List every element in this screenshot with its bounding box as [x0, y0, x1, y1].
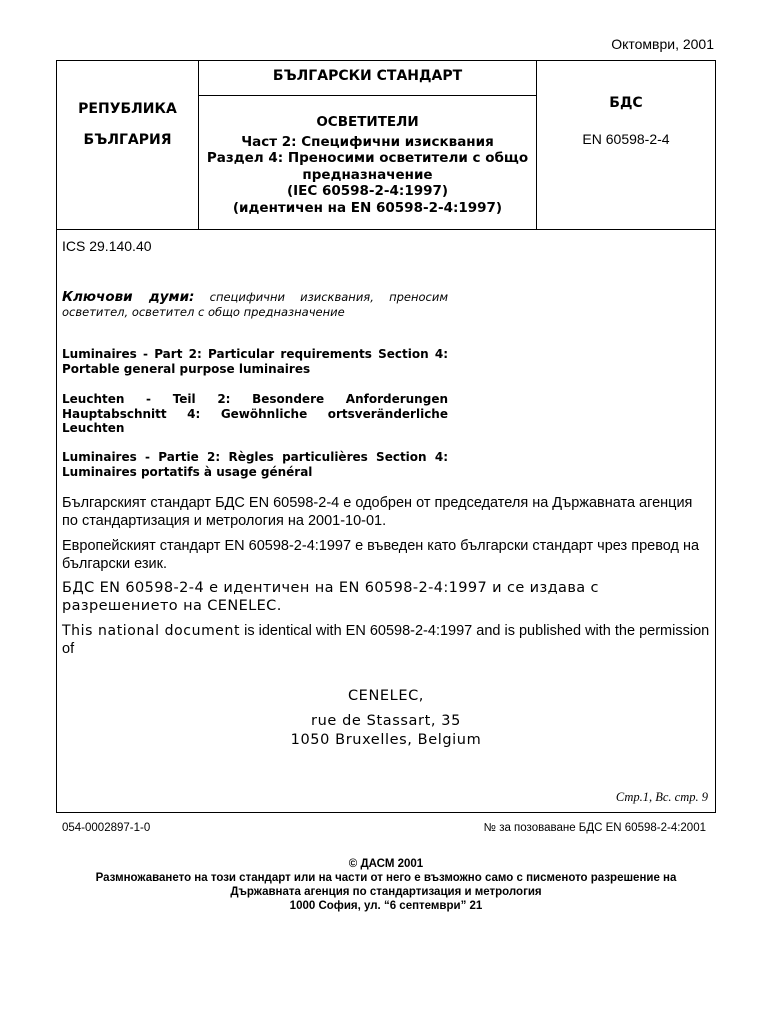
footer-line: Размножаването на този стандарт или на части от него е възможно само с писменото разрешение на — [95, 872, 677, 884]
adoption-paragraph: Европейският стандарт EN 60598-2-4:1997 е въведен като български стандарт чрез превод на български език. — [62, 538, 700, 572]
english-paragraph — [62, 622, 712, 658]
title-table-header-border — [198, 95, 537, 96]
english-paragraph-rest: is identical with EN 60598-2-4:1997 and is published with the permission of — [62, 623, 710, 657]
footer-line: © ДАСМ 2001 — [348, 858, 424, 870]
ics-code: ICS 29.140.40 — [62, 238, 152, 254]
translated-title-de: Leuchten - Teil 2: Besondere Anforderungen Hauptabschnitt 4: Gewöhnliche ortsveränderliche Leuchten — [62, 392, 448, 435]
keywords — [62, 290, 448, 320]
reference-number: № за позоваване БДС EN 60598-2-4:2001 — [483, 822, 706, 834]
standard-title-block — [199, 114, 536, 216]
country-cell — [57, 61, 198, 229]
title-line: ОСВЕТИТЕЛИ — [316, 114, 419, 130]
standard-code: EN 60598-2-4 — [582, 131, 670, 147]
document-code: 054-0002897-1-0 — [62, 822, 151, 834]
standard-type-heading: БЪЛГАРСКИ СТАНДАРТ — [272, 68, 463, 84]
page-number: Стр.1, Вс. стр. 9 — [615, 790, 708, 804]
standard-abbreviation: БДС — [609, 95, 643, 111]
approval-paragraph: Българският стандарт БДС EN 60598-2-4 е одобрен от председателя на Държавната агенция по стандартизация и метрология на 2001-10-01. — [62, 495, 693, 529]
identity-paragraph: БДС EN 60598-2-4 е идентичен на EN 60598-2-4:1997 и се издава с разрешението на CENELEC. — [62, 580, 599, 614]
footer-line: Държавната агенция по стандартизация и метрология — [230, 886, 542, 898]
keywords-text: специфични изисквания, преносим осветител, осветител с общо предназначение — [62, 290, 448, 319]
keywords-label: Ключови думи: — [62, 289, 195, 305]
country-line-2: БЪЛГАРИЯ — [83, 132, 172, 148]
document-date: Октомври, 2001 — [611, 36, 714, 52]
address-line: 1050 Bruxelles, Belgium — [290, 732, 482, 748]
title-line: (IEC 60598-2-4:1997) — [286, 183, 449, 199]
title-line: Раздел 4: Преносими осветители с общо предназначение — [206, 150, 529, 183]
english-paragraph-lead: This national document — [62, 623, 241, 639]
address-line: CENELEC, — [347, 688, 425, 704]
country-line-1: РЕПУБЛИКА — [78, 101, 177, 117]
translated-title-fr: Luminaires - Partie 2: Règles particulières Section 4: Luminaires portatifs à usage général — [62, 450, 448, 479]
footer-line: 1000 София, ул. “6 септември” 21 — [289, 900, 483, 912]
copyright-footer — [56, 857, 716, 913]
translated-title-en: Luminaires - Part 2: Particular requirements Section 4: Portable general purpose luminaires — [62, 347, 448, 376]
address-line: rue de Stassart, 35 — [311, 713, 461, 729]
title-line: (идентичен на EN 60598-2-4:1997) — [232, 199, 503, 216]
title-table-bottom-border — [56, 229, 716, 230]
title-line: Част 2: Специфични изисквания — [241, 133, 494, 150]
